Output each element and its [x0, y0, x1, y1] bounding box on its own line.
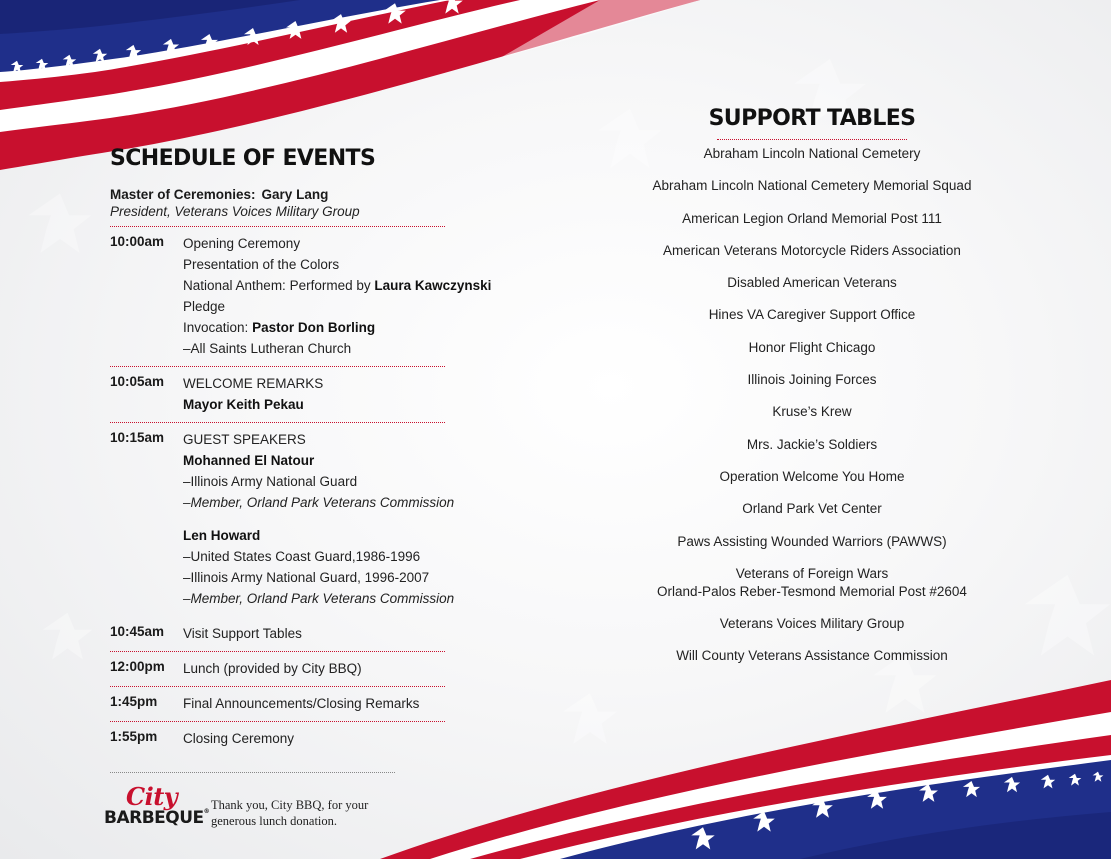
event-time: 10:45am [110, 624, 165, 639]
top-flag-swoosh [0, 0, 700, 170]
event-line: –Member, Orland Park Veterans Commission [183, 495, 455, 510]
divider [110, 686, 445, 687]
event-time: 10:05am [110, 374, 165, 389]
mc-title: President, Veterans Voices Military Group [110, 204, 360, 219]
event-line: Visit Support Tables [183, 626, 302, 641]
event-line: Final Announcements/Closing Remarks [183, 696, 420, 711]
city-barbeque-logo [104, 782, 210, 832]
event-line: –Illinois Army National Guard, 1996-2007 [183, 570, 430, 585]
event-row-closing [110, 728, 445, 749]
support-table-item: Orland Park Vet Center [742, 501, 882, 517]
support-table-item: Will County Veterans Assistance Commission [676, 648, 948, 664]
schedule-title: SCHEDULE OF EVENTS [110, 146, 376, 171]
event-line: –All Saints Lutheran Church [183, 341, 352, 356]
support-tables-section [612, 106, 1012, 679]
title-divider [717, 139, 907, 140]
support-table-item-vfw [612, 565, 1012, 615]
event-line: Lunch (provided by City BBQ) [183, 661, 362, 676]
support-table-item: Hines VA Caregiver Support Office [708, 307, 916, 323]
invocation-prefix: Invocation: [183, 320, 249, 335]
bottom-flag-swoosh [380, 680, 1111, 859]
event-line: –United States Coast Guard,1986-1996 [183, 549, 421, 564]
support-table-item: American Legion Orland Memorial Post 111 [682, 210, 942, 226]
event-line: Opening Ceremony [183, 236, 301, 251]
support-table-line: Orland-Palos Reber-Tesmond Memorial Post #2604 [657, 583, 967, 599]
sponsor-thanks-line: generous lunch donation. [211, 814, 338, 828]
event-time: 12:00pm [110, 659, 165, 674]
event-speaker: Mayor Keith Pekau [183, 397, 304, 412]
support-table-item: Operation Welcome You Home [719, 468, 905, 484]
support-table-line: Veterans of Foreign Wars [735, 565, 889, 581]
schedule-section [110, 146, 492, 749]
support-table-item: Kruse’s Krew [772, 404, 852, 420]
spacer [110, 616, 445, 617]
event-speaker: Len Howard [183, 528, 261, 543]
event-line: Closing Ceremony [183, 731, 295, 746]
event-line [183, 275, 491, 296]
event-time: 10:15am [110, 430, 165, 445]
event-time: 10:00am [110, 234, 165, 249]
event-line [183, 317, 491, 338]
divider [110, 366, 445, 367]
invocation-name: Pastor Don Borling [252, 320, 376, 335]
sponsor-thanks-line: Thank you, City BBQ, for your [211, 798, 369, 812]
event-row-lunch [110, 658, 445, 679]
event-row-guest-speakers [110, 429, 455, 609]
event-line: –Illinois Army National Guard [183, 474, 358, 489]
divider [110, 721, 445, 722]
support-table-item: Abraham Lincoln National Cemetery Memorial Squad [652, 178, 972, 194]
event-line: GUEST SPEAKERS [183, 432, 306, 447]
event-line: WELCOME REMARKS [183, 376, 324, 391]
event-row-welcome [110, 373, 445, 415]
logo-barbeque-text: BARBEQUE® [104, 808, 210, 828]
anthem-prefix: National Anthem: Performed by [183, 278, 371, 293]
support-table-item: Veterans Voices Military Group [719, 615, 905, 631]
support-table-item: Illinois Joining Forces [747, 372, 877, 388]
support-table-item: Mrs. Jackie’s Soldiers [746, 436, 878, 452]
event-time: 1:45pm [110, 694, 158, 709]
divider [110, 226, 445, 227]
anthem-performer: Laura Kawczynski [374, 278, 492, 293]
event-row-final-announcements [110, 693, 445, 714]
event-row-support-tables [110, 623, 445, 644]
support-table-item: American Veterans Motorcycle Riders Association [663, 242, 961, 258]
event-line: Presentation of the Colors [183, 257, 340, 272]
divider [110, 651, 445, 652]
support-table-item: Disabled American Veterans [727, 275, 897, 291]
logo-barbeque-word: BARBEQUE [104, 808, 204, 828]
event-time: 1:55pm [110, 729, 158, 744]
support-table-item: Paws Assisting Wounded Warriors (PAWWS) [677, 533, 947, 549]
event-line: Pledge [183, 299, 226, 314]
event-row-opening [110, 233, 492, 359]
mc-label: Master of Ceremonies: [110, 187, 256, 202]
event-speaker: Mohanned El Natour [183, 453, 315, 468]
divider [110, 422, 445, 423]
support-table-item: Honor Flight Chicago [748, 339, 876, 355]
sponsor-divider [110, 772, 395, 773]
event-line: –Member, Orland Park Veterans Commission [183, 591, 455, 606]
master-of-ceremonies [110, 187, 445, 219]
logo-city-text: City [126, 782, 178, 811]
support-table-item: Abraham Lincoln National Cemetery [703, 146, 921, 161]
mc-name: Gary Lang [261, 187, 329, 202]
support-tables-title: SUPPORT TABLES [708, 106, 916, 131]
sponsor-thanks [211, 797, 401, 829]
